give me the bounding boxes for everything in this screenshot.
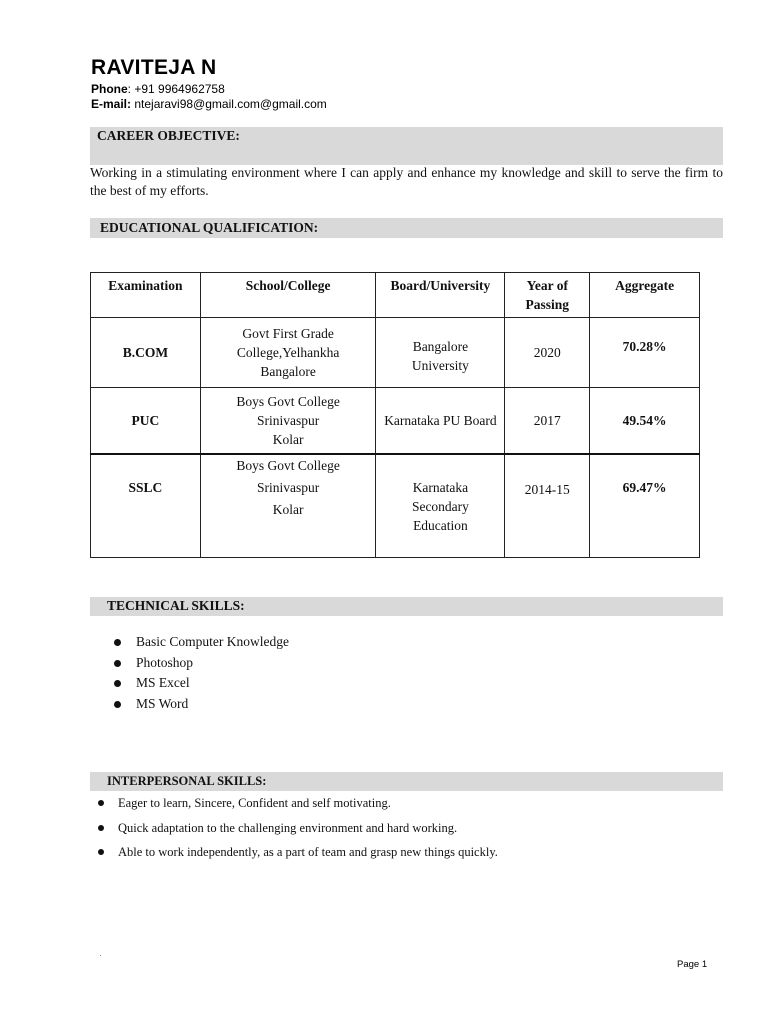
board-line: Bangalore <box>412 338 469 354</box>
email-line <box>91 97 327 111</box>
list-item: Able to work independently, as a part of team and grasp new things quickly. <box>96 842 498 867</box>
list-item: Eager to learn, Sincere, Confident and self motivating. <box>96 793 498 818</box>
school-cell <box>200 318 376 388</box>
year-cell: 2017 <box>505 388 590 454</box>
career-objective-heading-text: CAREER OBJECTIVE: <box>97 128 240 143</box>
page-number: Page 1 <box>677 959 708 970</box>
school-line: Kolar <box>272 431 304 447</box>
column-header: Board/University <box>376 273 505 318</box>
year-cell: 2014-15 <box>505 454 590 558</box>
board-line: Education <box>413 517 468 533</box>
table-row <box>91 454 700 558</box>
table-header-row <box>91 273 700 318</box>
list-item: Photoshop <box>113 653 289 674</box>
exam-cell: PUC <box>91 388 201 454</box>
column-header: School/College <box>200 273 376 318</box>
education-heading-text: EDUCATIONAL QUALIFICATION: <box>100 220 319 235</box>
interpersonal-skills-list <box>96 793 498 867</box>
phone-line <box>91 82 225 96</box>
board-cell <box>376 388 505 454</box>
column-header: Year of Passing <box>505 273 590 318</box>
school-line: Govt First Grade <box>242 326 334 341</box>
career-objective-heading <box>90 127 723 165</box>
technical-skills-heading <box>90 597 723 616</box>
list-item: MS Word <box>113 694 289 715</box>
candidate-name: RAVITEJA N <box>91 56 217 79</box>
school-cell <box>200 388 376 454</box>
list-item: Quick adaptation to the challenging environment and hard working. <box>96 818 498 843</box>
board-line: Karnataka PU Board <box>384 412 497 428</box>
stray-mark <box>100 955 101 956</box>
school-cell <box>200 454 376 558</box>
school-line: Srinivaspur <box>257 412 320 428</box>
phone-value: : +91 9964962758 <box>127 82 225 96</box>
exam-cell: SSLC <box>91 454 201 558</box>
school-line: Srinivaspur <box>257 479 320 495</box>
aggregate-cell: 49.54% <box>590 388 700 454</box>
table-row <box>91 318 700 388</box>
interpersonal-skills-heading-text: INTERPERSONAL SKILLS: <box>107 774 267 788</box>
school-line: Boys Govt College <box>236 457 340 473</box>
board-line: Karnataka <box>412 479 469 495</box>
interpersonal-skills-heading <box>90 772 723 791</box>
board-cell <box>376 318 505 388</box>
education-heading <box>90 218 723 238</box>
column-header: Aggregate <box>590 273 700 318</box>
column-header: Examination <box>91 273 201 318</box>
school-line: Boys Govt College <box>236 393 340 409</box>
board-line: University <box>411 357 469 373</box>
aggregate-cell: 69.47% <box>590 454 700 558</box>
technical-skills-heading-text: TECHNICAL SKILLS: <box>107 598 245 613</box>
year-cell: 2020 <box>505 318 590 388</box>
list-item: MS Excel <box>113 673 289 694</box>
exam-cell: B.COM <box>91 318 201 388</box>
board-line: Secondary <box>411 498 469 514</box>
career-objective-text: Working in a stimulating environment where I can apply and enhance my knowledge and skill to serve the firm to the best of my efforts. <box>90 165 723 198</box>
aggregate-cell: 70.28% <box>590 318 700 388</box>
education-table <box>90 272 700 558</box>
school-line: Bangalore <box>260 364 316 379</box>
board-cell <box>376 454 505 558</box>
technical-skills-list <box>113 632 289 715</box>
phone-label: Phone <box>91 82 128 96</box>
list-item: Basic Computer Knowledge <box>113 632 289 653</box>
table-row <box>91 388 700 454</box>
school-line: College,Yelhankha <box>236 345 340 360</box>
email-value: ntejaravi98@gmail.com@gmail.com <box>131 97 327 111</box>
school-line: Kolar <box>272 501 304 517</box>
email-label: E-mail: <box>91 97 132 111</box>
